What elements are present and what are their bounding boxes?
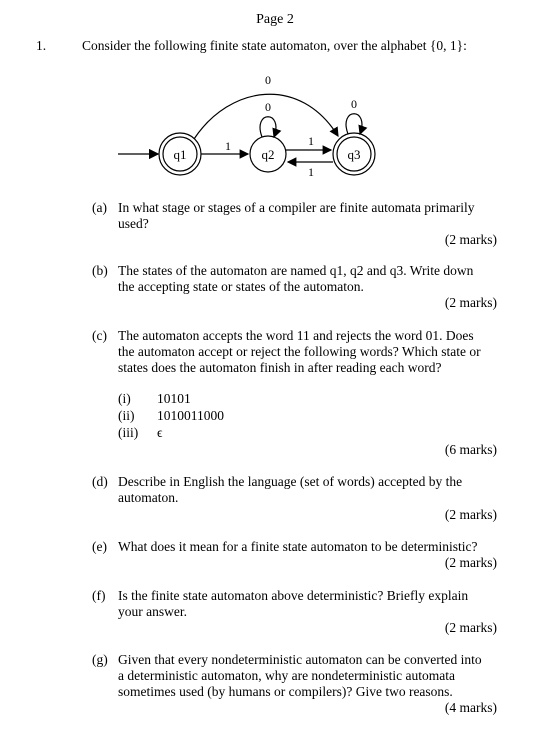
part-f-text	[118, 588, 498, 620]
word-i-value: 10101	[157, 391, 191, 406]
edge-q3-q2-label: 1	[308, 165, 314, 179]
edge-q2-self-label: 0	[265, 100, 271, 114]
edge-q2-self	[260, 117, 276, 137]
part-b-text	[118, 263, 498, 295]
part-e-label: (e)	[92, 539, 107, 554]
part-b-marks: (2 marks)	[444, 295, 497, 310]
part-b-line: The states of the automaton are named q1, q2 and q3. Write down	[118, 263, 474, 278]
part-a-label: (a)	[92, 200, 107, 215]
word-i-label: (i)	[118, 391, 131, 406]
edge-q2-q3-label: 1	[308, 134, 314, 148]
page-number: Page 2	[256, 12, 294, 27]
part-c-line: the automaton accept or reject the following words? Which state or	[118, 344, 481, 359]
part-b-line: the accepting state or states of the automaton.	[118, 279, 364, 294]
part-f-line: your answer.	[118, 604, 187, 619]
edge-q3-self-label: 0	[351, 97, 357, 111]
part-a-line: In what stage or stages of a compiler are finite automata primarily	[118, 200, 475, 215]
part-c-label: (c)	[92, 328, 107, 343]
part-g-line: sometimes used (by humans or compilers)? Give two reasons.	[118, 684, 453, 699]
state-q3-label: q3	[347, 147, 361, 162]
part-f-label: (f)	[92, 588, 106, 603]
automaton-diagram	[0, 0, 550, 200]
part-d-label: (d)	[92, 474, 108, 489]
edge-q3-self	[346, 114, 362, 134]
part-f-line: Is the finite state automaton above deterministic? Briefly explain	[118, 588, 469, 603]
edge-q1-q3-label: 0	[265, 73, 271, 87]
part-a-line: used?	[118, 216, 149, 231]
question-number: 1.	[36, 38, 47, 53]
part-c-line: The automaton accepts the word 11 and rejects the word 01. Does	[118, 328, 474, 343]
part-e-text	[118, 539, 498, 555]
state-q1-label: q1	[173, 147, 187, 162]
part-g-text	[118, 652, 498, 700]
part-g-line: Given that every nondeterministic automaton can be converted into	[118, 652, 482, 667]
word-iii-label: (iii)	[118, 425, 139, 440]
part-c-text	[118, 328, 498, 376]
part-c-marks: (6 marks)	[444, 442, 497, 457]
part-e-line: What does it mean for a finite state automaton to be deterministic?	[118, 539, 478, 554]
part-f-marks: (2 marks)	[444, 620, 497, 635]
edge-q1-q2-label: 1	[225, 139, 231, 153]
part-g-marks: (4 marks)	[444, 700, 497, 715]
part-d-line: Describe in English the language (set of words) accepted by the	[118, 474, 463, 489]
part-d-marks: (2 marks)	[444, 507, 497, 522]
part-b-label: (b)	[92, 263, 108, 278]
part-a-marks: (2 marks)	[444, 232, 497, 247]
state-q2-label: q2	[261, 147, 275, 162]
word-ii-label: (ii)	[118, 408, 135, 423]
question-intro: Consider the following finite state automaton, over the alphabet {0, 1}:	[82, 38, 467, 53]
part-d-line: automaton.	[118, 490, 179, 505]
word-ii-value: 1010011000	[157, 408, 224, 423]
part-e-marks: (2 marks)	[444, 555, 497, 570]
part-g-label: (g)	[92, 652, 108, 667]
part-g-line: a deterministic automaton, why are nondeterministic automata	[118, 668, 456, 683]
part-d-text	[118, 474, 498, 506]
part-c-line: states does the automaton finish in after reading each word?	[118, 360, 442, 375]
word-iii-value: ϵ	[157, 425, 163, 440]
part-a-text	[118, 200, 498, 232]
